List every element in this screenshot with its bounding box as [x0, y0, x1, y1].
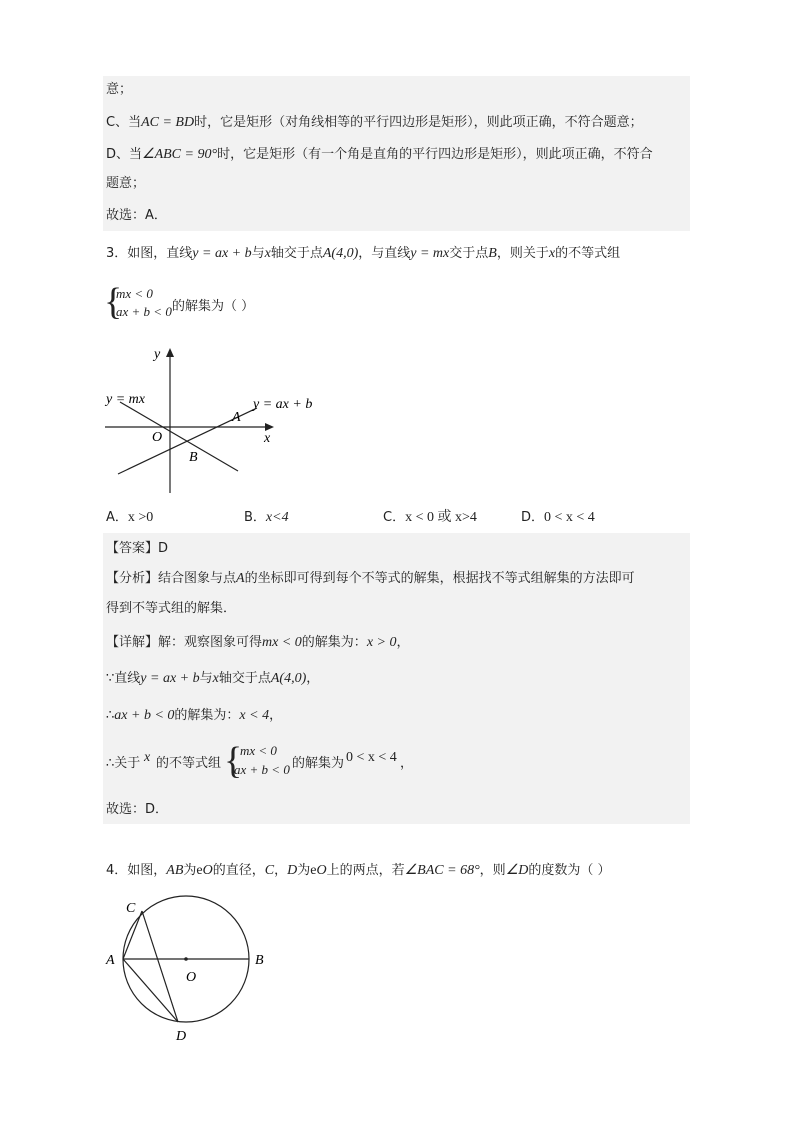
y-axis-arrow — [166, 348, 174, 357]
system-line-1: mx < 0 — [116, 286, 153, 301]
label-y-ax-b: y = ax + b — [253, 397, 313, 412]
label-y-mx: y = mx — [106, 392, 145, 407]
prev-solution-option-d-continuation: 题意； — [106, 176, 146, 191]
chord-ac — [123, 911, 142, 959]
q4-stem: 4．如图，AB为eO的直径，C，D为eO上的两点，若∠BAC = 68°，则∠D的度数为（ ） — [106, 863, 611, 878]
condition-ac-bd: AC = BD — [141, 115, 195, 130]
q3-analysis: 【分析】结合图象与点A的坐标即可得到每个不等式的解集，根据找不等式组解集的方法即可 — [106, 571, 635, 586]
label-o: O — [152, 430, 163, 445]
prev-solution-choice: 故选：A． — [106, 208, 167, 223]
option-b[interactable]: B．x<4 — [244, 510, 289, 525]
system-line-2: ax + b < 0 — [116, 304, 172, 319]
x-axis-arrow — [265, 423, 274, 431]
q3-detail-step-4: ∴关于 x 的不等式组 { mx < 0 ax + b < 0 的解集为 0 < x < 4 ， — [106, 740, 414, 782]
prev-solution-continuation: 意； — [106, 82, 133, 97]
q3-figure — [100, 340, 330, 500]
system-tail: 的解集为（ ） — [172, 299, 255, 314]
q3-detail-step-1: 【详解】解：观察图象可得mx < 0的解集为：x > 0， — [106, 635, 410, 650]
prev-solution-option-c: C、当AC = BD时，它是矩形（对角线相等的平行四边形是矩形），则此项正确，不符合题意； — [106, 115, 643, 130]
label-c: C — [126, 901, 136, 916]
line-equation-ax-b: y = ax + b — [192, 246, 252, 261]
line-equation-mx: y = mx — [410, 246, 450, 261]
q3-choice: 故选：D． — [106, 802, 169, 817]
option-d[interactable]: D．0 < x < 4 — [521, 510, 595, 525]
label-a: A — [106, 953, 115, 968]
label-b: B — [255, 953, 264, 968]
q3-answer: 【答案】D — [106, 541, 169, 556]
detail-system-brace: { — [224, 740, 243, 782]
q3-detail-step-2: ∵直线y = ax + b与x轴交于点A(4,0)， — [106, 671, 320, 686]
label-o: O — [186, 970, 197, 985]
q4-figure — [100, 895, 280, 1045]
point-a: A(4,0) — [322, 246, 359, 261]
label-x: x — [264, 431, 271, 446]
system-brace: { — [104, 281, 123, 323]
q3-detail-step-3: ∴ax + b < 0的解集为：x < 4， — [106, 708, 283, 723]
line-y-mx — [120, 402, 238, 471]
label-a: A — [232, 410, 241, 425]
chord-cd — [142, 911, 178, 1022]
label-d: D — [176, 1029, 187, 1044]
label-y: y — [154, 347, 161, 362]
prev-solution-option-d: D、当∠ABC = 90°时，它是矩形（有一个角是直角的平行四边形是矩形），则此项正确，不符合 — [106, 147, 653, 162]
q3-analysis-continuation: 得到不等式组的解集． — [106, 601, 237, 616]
option-c[interactable]: C．x < 0 或 x>4 — [383, 510, 477, 525]
point-b: B — [488, 246, 497, 261]
label-b: B — [189, 450, 198, 465]
option-a[interactable]: A．x >0 — [106, 510, 154, 525]
condition-angle-abc: ∠ABC = 90° — [142, 147, 218, 162]
q3-stem: 3．如图，直线y = ax + b与x轴交于点A(4,0)，与直线y = mx交于点B，则关于x的不等式组 — [106, 246, 621, 261]
center-point — [184, 957, 188, 961]
